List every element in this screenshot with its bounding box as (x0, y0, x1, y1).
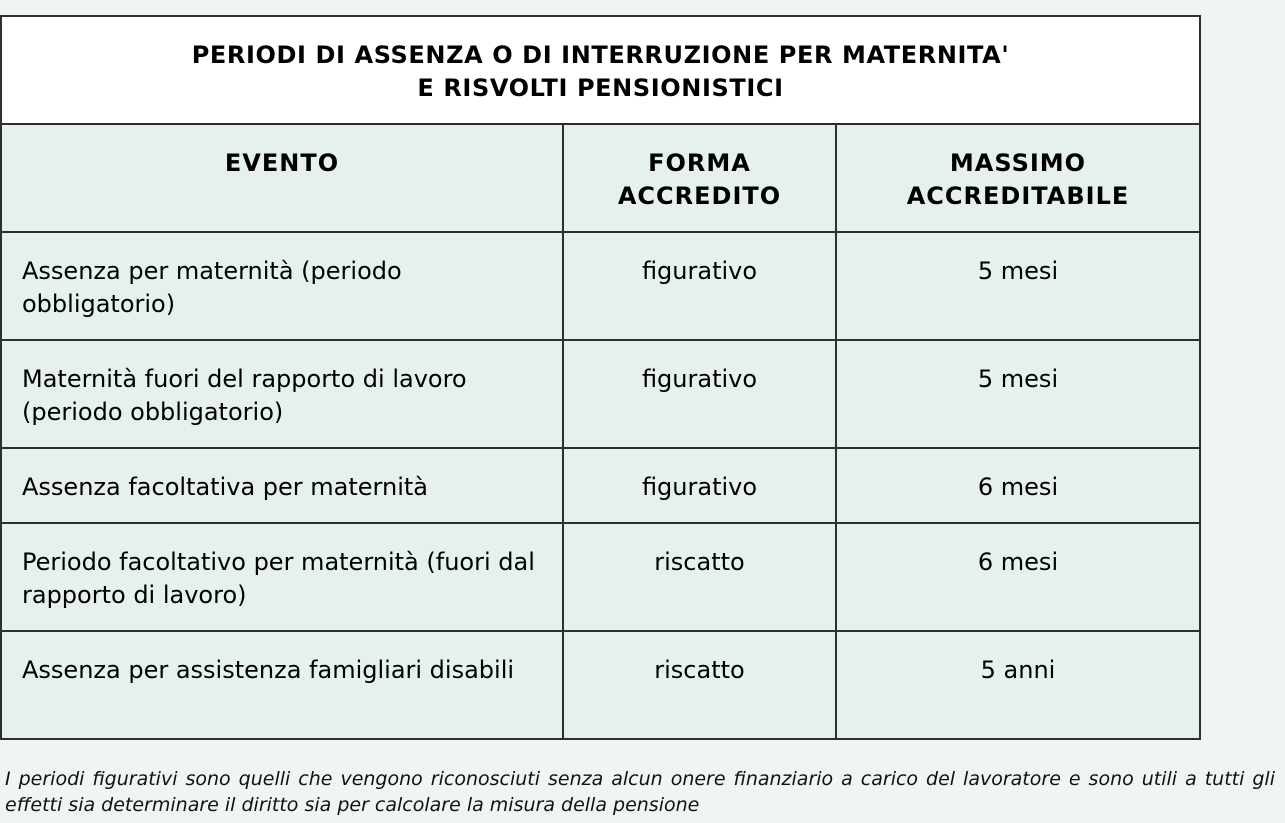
cell-forma (563, 232, 836, 340)
table-row (1, 448, 1200, 523)
cell-massimo (836, 340, 1200, 448)
cell-evento (1, 340, 563, 448)
cell-evento (1, 523, 563, 631)
table-title-row (1, 16, 1200, 124)
header-evento (1, 124, 563, 232)
forma-text: figurativo (641, 365, 758, 393)
forma-text: riscatto (654, 656, 745, 684)
evento-text: Assenza facoltativa per maternità (22, 473, 428, 501)
forma-text: riscatto (654, 548, 745, 576)
header-massimo-line-2: ACCREDITABILE (906, 182, 1130, 210)
table-title (1, 16, 1200, 124)
massimo-text: 5 mesi (977, 257, 1059, 285)
cell-massimo (836, 631, 1200, 739)
massimo-text: 6 mesi (977, 548, 1059, 576)
cell-evento (1, 448, 563, 523)
table-title-line-2: E RISVOLTI PENSIONISTICI (417, 74, 784, 102)
cell-evento (1, 232, 563, 340)
cell-massimo (836, 232, 1200, 340)
header-forma-line-2: ACCREDITO (617, 182, 782, 210)
evento-text: Maternità fuori del rapporto di lavoro (periodo obbligatorio) (22, 365, 467, 426)
cell-forma (563, 448, 836, 523)
header-evento-label: EVENTO (224, 149, 340, 177)
cell-massimo (836, 523, 1200, 631)
table-row (1, 340, 1200, 448)
header-massimo-accreditabile (836, 124, 1200, 232)
table-row (1, 523, 1200, 631)
evento-text: Assenza per maternità (periodo obbligatorio) (22, 257, 402, 318)
header-massimo-line-1: MASSIMO (949, 149, 1087, 177)
massimo-text: 6 mesi (977, 473, 1059, 501)
cell-forma (563, 523, 836, 631)
cell-forma (563, 631, 836, 739)
table-header-row (1, 124, 1200, 232)
cell-evento (1, 631, 563, 739)
table-row (1, 631, 1200, 739)
massimo-text: 5 mesi (977, 365, 1059, 393)
evento-text: Assenza per assistenza famigliari disabili (22, 656, 515, 684)
footnote: I periodi figurativi sono quelli che vengono riconosciuti senza alcun onere finanziario a carico del lavoratore e sono utili a tutti gli effetti sia determinare il diritto sia per calcolare la misura della pensione (5, 768, 1275, 816)
forma-text: figurativo (641, 257, 758, 285)
forma-text: figurativo (641, 473, 758, 501)
cell-massimo (836, 448, 1200, 523)
table-row (1, 232, 1200, 340)
evento-text: Periodo facoltativo per maternità (fuori dal rapporto di lavoro) (22, 548, 535, 609)
table-title-line-1: PERIODI DI ASSENZA O DI INTERRUZIONE PER MATERNITA' (191, 41, 1010, 69)
cell-forma (563, 340, 836, 448)
header-forma-accredito (563, 124, 836, 232)
header-forma-line-1: FORMA (648, 149, 751, 177)
maternity-pension-table (0, 15, 1201, 740)
massimo-text: 5 anni (980, 656, 1056, 684)
